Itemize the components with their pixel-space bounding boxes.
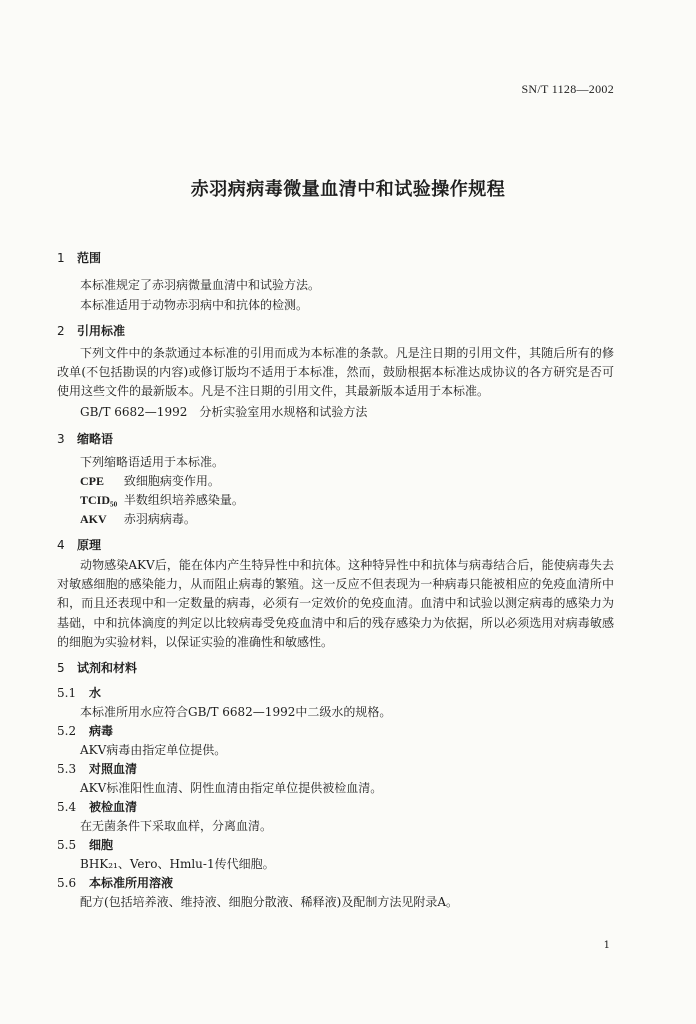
subsection-5-2 bbox=[57, 722, 113, 739]
subsection-5-5 bbox=[57, 836, 113, 853]
subsection-number: 5.5 bbox=[57, 838, 77, 852]
subsection-title: 水 bbox=[89, 686, 102, 700]
section-number: 2 bbox=[57, 324, 65, 338]
subsection-text: AKV标准阳性血清、阴性血清由指定单位提供被检血清。 bbox=[80, 781, 383, 795]
subsection-5-1 bbox=[57, 684, 101, 701]
abbreviation-term: CPE bbox=[80, 474, 104, 488]
subsection-number: 5.4 bbox=[57, 800, 77, 814]
section-number: 5 bbox=[57, 661, 65, 675]
section-number: 3 bbox=[57, 432, 65, 446]
abbreviation-item bbox=[80, 491, 244, 508]
section-number: 1 bbox=[57, 251, 65, 265]
page-title: 赤羽病病毒微量血清中和试验操作规程 bbox=[190, 179, 506, 200]
subsection-title: 本标准所用溶液 bbox=[89, 876, 174, 890]
section-2-heading bbox=[57, 322, 125, 339]
section-4-heading bbox=[57, 536, 101, 553]
subsection-number: 5.6 bbox=[57, 876, 77, 890]
subsection-number: 5.2 bbox=[57, 724, 77, 738]
subsection-text: AKV病毒由指定单位提供。 bbox=[80, 743, 227, 757]
subsection-5-4 bbox=[57, 798, 137, 815]
subsection-title: 病毒 bbox=[89, 724, 114, 738]
section-title: 引用标准 bbox=[77, 324, 126, 338]
subsection-5-3 bbox=[57, 760, 137, 777]
subsection-number: 5.1 bbox=[57, 686, 77, 700]
subsection-text: 配方(包括培养液、维持液、细胞分散液、稀释液)及配制方法见附录A。 bbox=[80, 895, 459, 909]
reference-item: GB/T 6682—1992 分析实验室用水规格和试验方法 bbox=[80, 405, 368, 419]
section-number: 4 bbox=[57, 538, 65, 552]
section-1-heading bbox=[57, 249, 101, 266]
section-title: 范围 bbox=[77, 251, 102, 265]
abbreviations-intro: 下列缩略语适用于本标准。 bbox=[80, 455, 225, 469]
section-title: 原理 bbox=[77, 538, 102, 552]
subsection-text: BHK₂₁、Vero、Hmlu-1传代细胞。 bbox=[80, 857, 275, 871]
section-3-heading bbox=[57, 430, 113, 447]
section-5-heading bbox=[57, 659, 137, 676]
abbreviation-item bbox=[80, 510, 196, 527]
subsection-title: 被检血清 bbox=[89, 800, 138, 814]
abbreviation-item bbox=[80, 472, 220, 489]
subsection-title: 对照血清 bbox=[89, 762, 138, 776]
principle-paragraph: 动物感染AKV后，能在体内产生特异性中和抗体。这种特异性中和抗体与病毒结合后，能使病毒失去对敏感细胞的感染能力，从而阻止病毒的繁殖。这一反应不但表现为一种病毒只能被相应的免疫血清所中和，而且还表现中和一定数量的病毒，必须有一定效价的免疫血清。血清中和试验以测定病毒的感染力为基础，中和抗体滴度的判定以比较病毒受免疫血清中和后的残存感染力为依据，所以必须选用对病毒敏感的细胞为实验材料，以保证实验的准确性和敏感性。 bbox=[57, 558, 614, 649]
section-title: 试剂和材料 bbox=[77, 661, 138, 675]
abbreviation-term: AKV bbox=[80, 512, 107, 526]
subsection-5-6 bbox=[57, 874, 173, 891]
standard-number: SN/T 1128—2002 bbox=[521, 82, 614, 96]
references-paragraph: 下列文件中的条款通过本标准的引用而成为本标准的条款。凡是注日期的引用文件，其随后所有的修改单(不包括勘误的内容)或修订版均不适用于本标准，然而，鼓励根据本标准达成协议的各方研究是否可使用这些文件的最新版本。凡是不注日期的引用文件，其最新版本适用于本标准。 bbox=[57, 346, 614, 399]
subsection-number: 5.3 bbox=[57, 762, 77, 776]
subsection-title: 细胞 bbox=[89, 838, 114, 852]
abbreviation-desc: 半数组织培养感染量。 bbox=[123, 493, 244, 507]
abbreviation-term: TCID₅₀ bbox=[80, 493, 118, 507]
page-number: 1 bbox=[603, 940, 610, 951]
scope-line-1: 本标准规定了赤羽病微量血清中和试验方法。 bbox=[80, 278, 321, 292]
subsection-text: 本标准所用水应符合GB/T 6682—1992中二级水的规格。 bbox=[80, 705, 392, 719]
section-title: 缩略语 bbox=[77, 432, 114, 446]
subsection-text: 在无菌条件下采取血样，分离血清。 bbox=[80, 819, 273, 833]
abbreviation-desc: 赤羽病病毒。 bbox=[123, 512, 196, 526]
scope-line-2: 本标准适用于动物赤羽病中和抗体的检测。 bbox=[80, 298, 309, 312]
abbreviation-desc: 致细胞病变作用。 bbox=[123, 474, 220, 488]
